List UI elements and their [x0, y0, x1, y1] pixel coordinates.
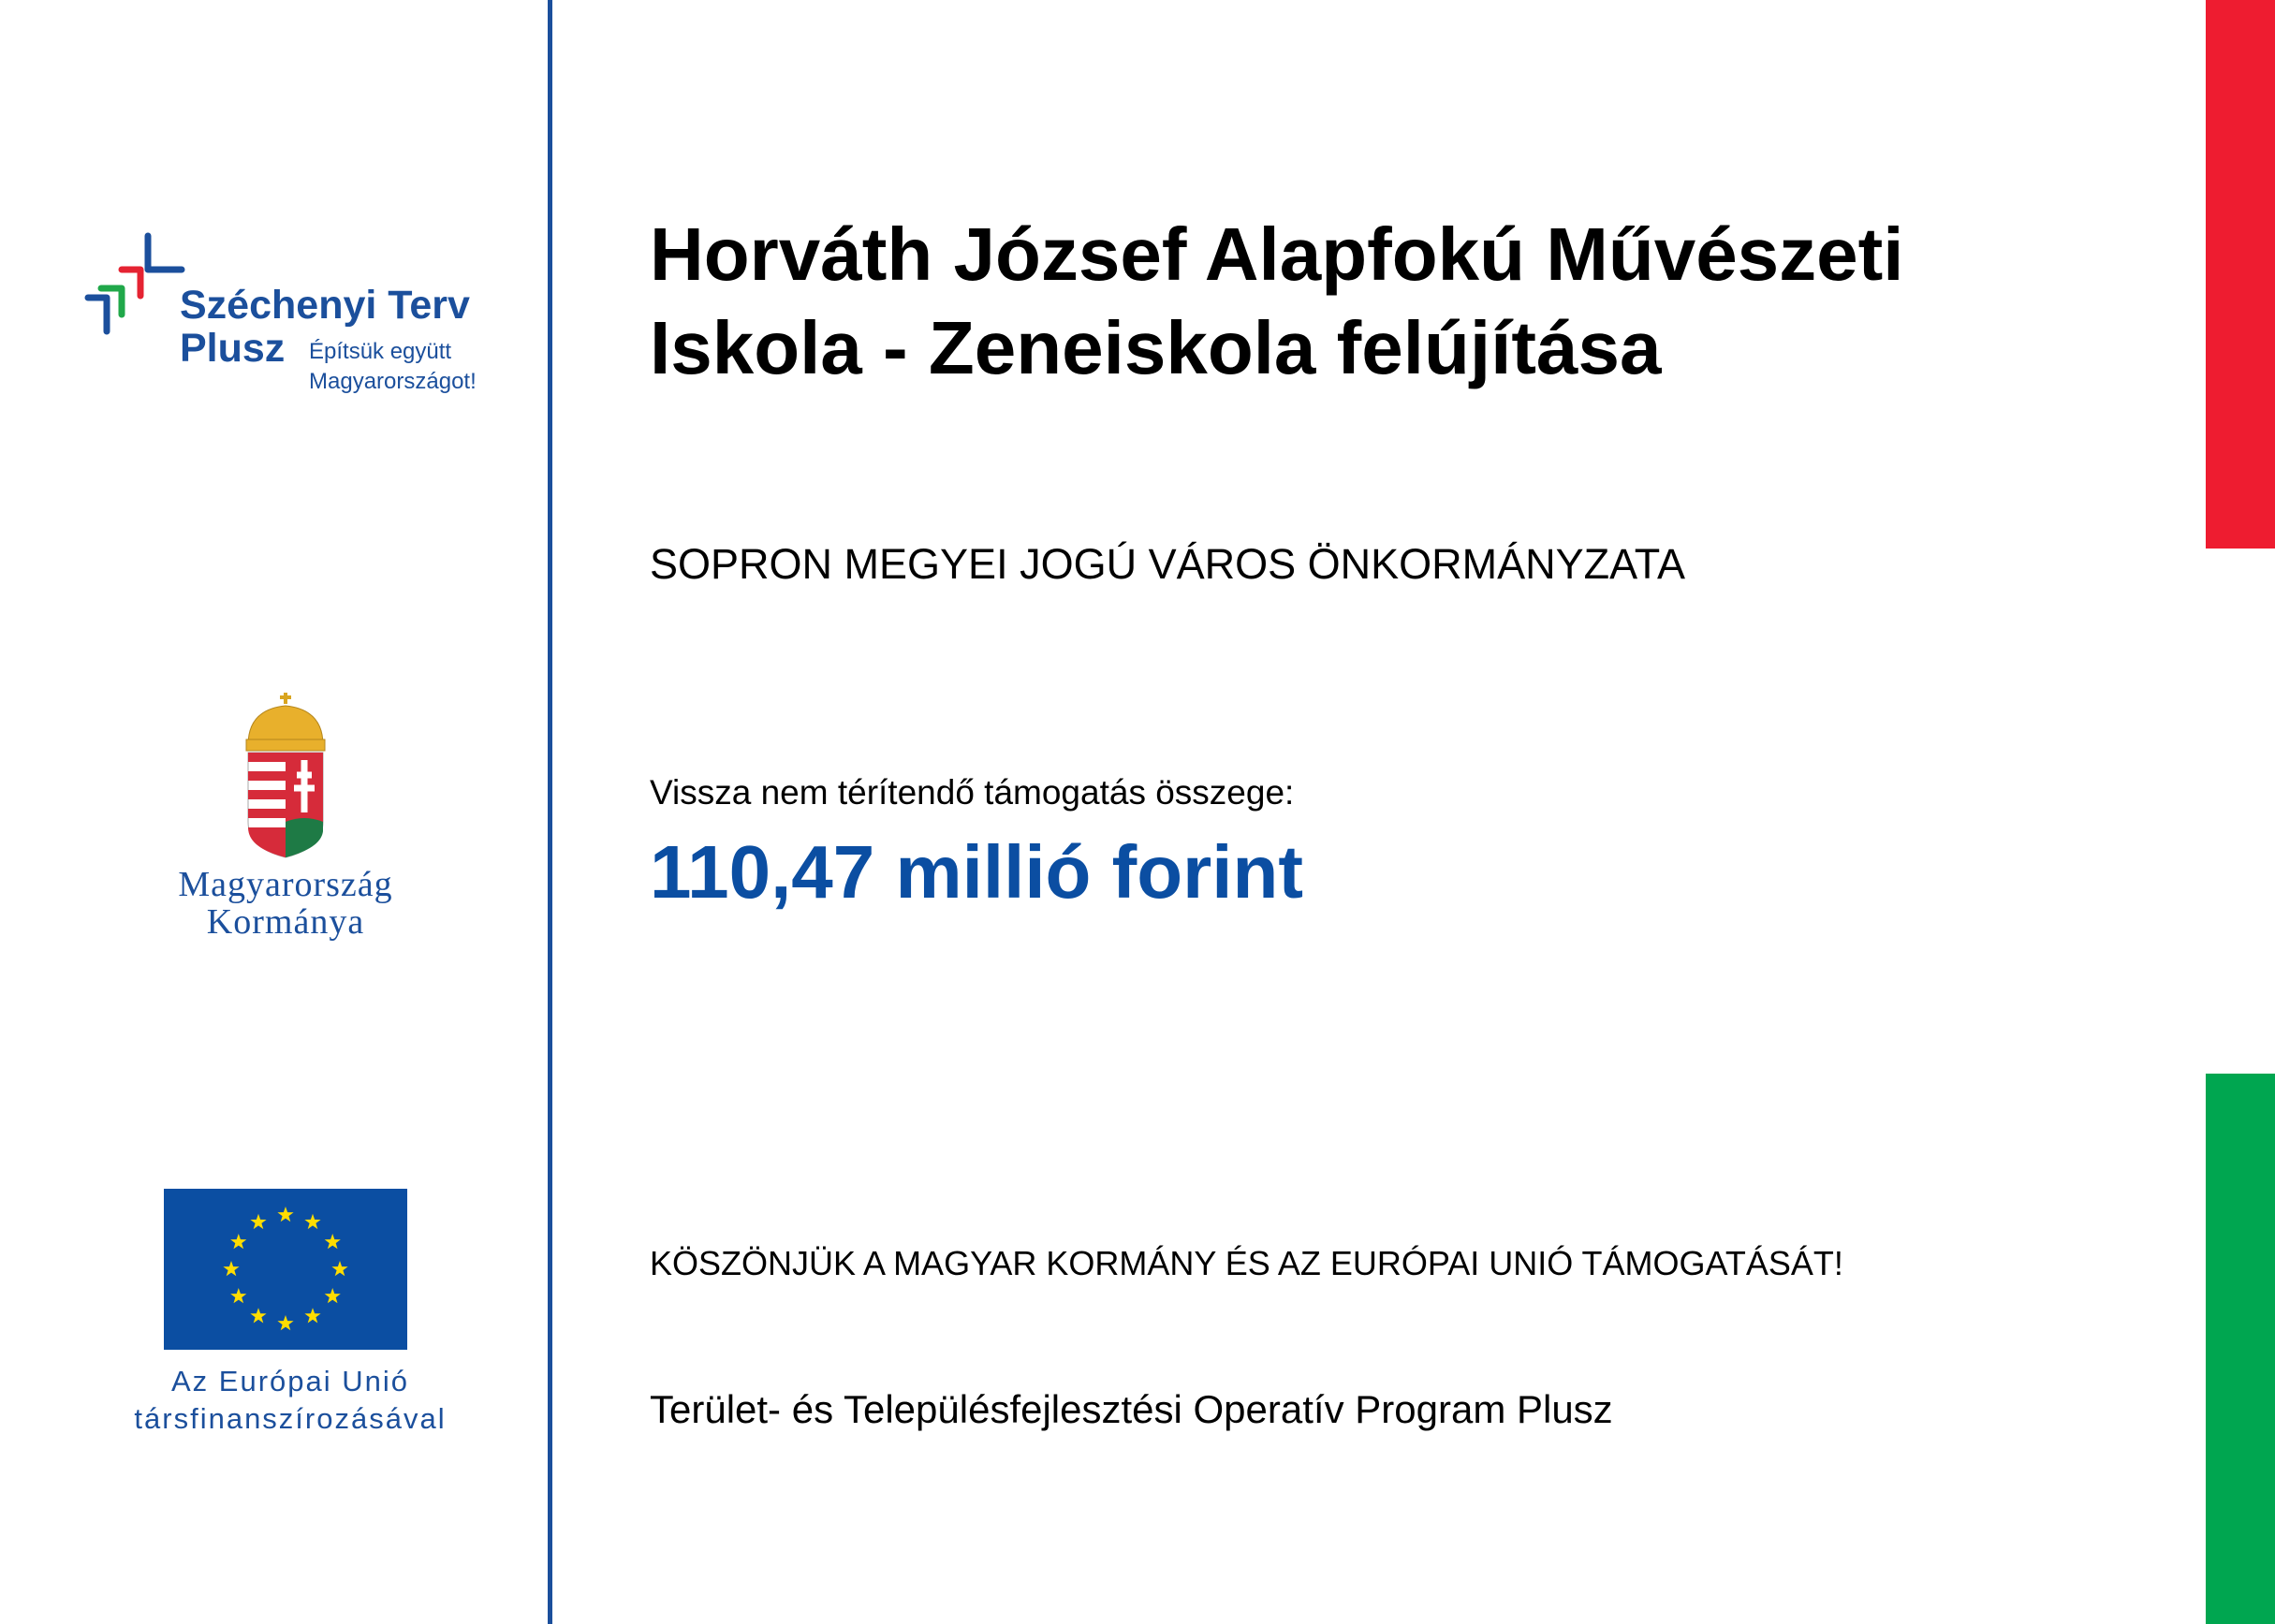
- szechenyi-terv-logo: [84, 232, 496, 401]
- szechenyi-plusz: Plusz: [180, 326, 286, 371]
- eu-star-icon: [304, 1214, 320, 1229]
- eu-star-icon: [325, 1234, 341, 1249]
- program-name: Terület- és Településfejlesztési Operatív Program Plusz: [650, 1387, 1613, 1431]
- szechenyi-slogan-2: Magyarországot!: [309, 369, 477, 394]
- eu-star-icon: [277, 1207, 293, 1222]
- flag-green-stripe: [2206, 1074, 2275, 1624]
- government-name-2: Kormánya: [206, 902, 365, 942]
- eu-caption-2: társfinanszírozásával: [134, 1402, 447, 1435]
- eu-star-icon: [304, 1308, 320, 1323]
- eu-stars-icon: [164, 1189, 407, 1350]
- government-name-1: Magyarország: [178, 865, 393, 904]
- beneficiary: SOPRON MEGYEI JOGÚ VÁROS ÖNKORMÁNYZATA: [650, 540, 1685, 588]
- szechenyi-title: Széchenyi Terv: [180, 283, 470, 328]
- project-title: [650, 208, 2148, 395]
- eu-star-icon: [325, 1288, 341, 1303]
- thanks-message: KÖSZÖNJÜK A MAGYAR KORMÁNY ÉS AZ EURÓPAI UNIÓ TÁMOGATÁSÁT!: [650, 1244, 1843, 1282]
- project-title-line-2: Iskola - Zeneiskola felújítása: [650, 306, 1662, 389]
- eu-star-icon: [230, 1288, 246, 1303]
- project-title-line-1: Horváth József Alapfokú Művészeti: [650, 212, 1904, 296]
- eu-star-icon: [331, 1261, 347, 1276]
- grant-amount: 110,47 millió forint: [650, 830, 1304, 914]
- eu-star-icon: [250, 1308, 266, 1323]
- eu-flag: [164, 1189, 407, 1350]
- grant-label: Vissza nem térítendő támogatás összege:: [650, 773, 1295, 812]
- eu-star-icon: [223, 1261, 239, 1276]
- eu-star-icon: [250, 1214, 266, 1229]
- hungarian-government-logo: [122, 691, 449, 944]
- szechenyi-cross-icon: [84, 232, 187, 335]
- eu-star-icon: [230, 1234, 246, 1249]
- eu-caption-1: Az Európai Unió: [170, 1365, 409, 1397]
- coat-of-arms-icon: [239, 691, 332, 859]
- flag-red-stripe: [2206, 0, 2275, 549]
- szechenyi-slogan-1: Építsük együtt: [309, 339, 452, 364]
- vertical-divider: [548, 0, 552, 1624]
- eu-star-icon: [277, 1315, 293, 1330]
